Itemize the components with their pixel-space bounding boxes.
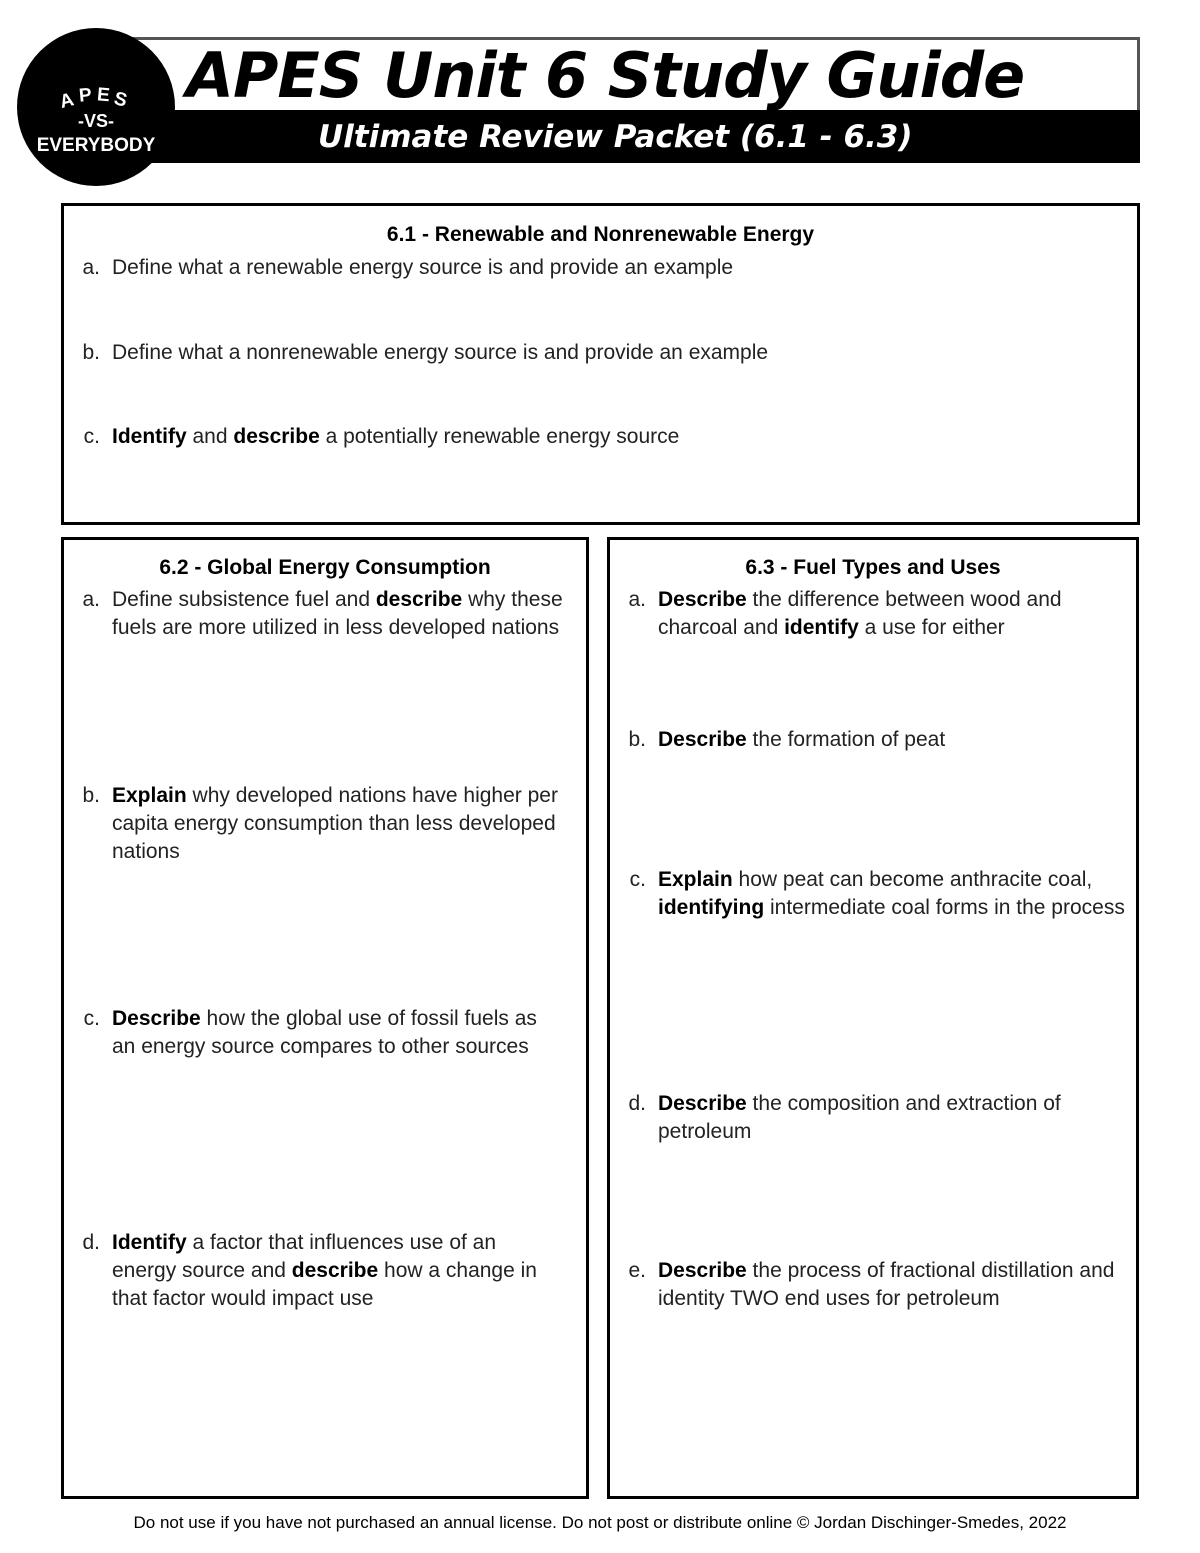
question-text-part: Define what a renewable energy source is and provide an example (112, 256, 734, 279)
question-text (658, 1257, 1125, 1313)
question-6-1-b (74, 339, 1124, 367)
license-footer: Do not use if you have not purchased an annual license. Do not post or distribute online © Jordan Dischinger-Smedes, 2022 (133, 1513, 1067, 1532)
question-label: d. (628, 1092, 646, 1115)
question-text (112, 254, 1124, 282)
emphasis-keyword: Describe (658, 588, 747, 611)
logo-apes-text (17, 84, 175, 113)
question-6-3-b (620, 726, 1125, 754)
apes-vs-everybody-logo (17, 28, 175, 186)
question-text-part: the formation of peat (746, 728, 946, 751)
question-text (112, 339, 1124, 367)
emphasis-keyword: identifying (658, 896, 765, 919)
question-text-part: Define subsistence fuel and (112, 588, 376, 611)
question-text (658, 866, 1125, 922)
question-label: b. (82, 784, 100, 807)
emphasis-keyword: Explain (658, 868, 733, 891)
question-text (112, 586, 566, 642)
logo-letter: A (57, 88, 81, 113)
question-6-2-b (74, 782, 566, 866)
question-6-1-c (74, 423, 1124, 451)
emphasis-keyword: identify (784, 616, 859, 639)
logo-letter: E (95, 84, 116, 107)
emphasis-keyword: describe (375, 588, 463, 611)
section-title: 6.3 - Fuel Types and Uses (745, 556, 1001, 579)
emphasis-keyword: Describe (658, 728, 747, 751)
question-label: d. (82, 1231, 100, 1254)
question-text (112, 423, 1124, 451)
emphasis-keyword: Identify (112, 1231, 187, 1254)
question-text (112, 782, 566, 866)
question-label: a. (628, 588, 646, 611)
question-text-part: how a change in that factor would impact use (112, 1259, 537, 1310)
question-text-part: the composition and extraction of petroleum (658, 1092, 1061, 1143)
question-label: e. (628, 1259, 646, 1282)
page-subtitle: Ultimate Review Packet (6.1 - 6.3) (318, 119, 913, 155)
question-text-part: the difference between wood and charcoal and (658, 588, 1062, 639)
emphasis-keyword: Describe (658, 1092, 747, 1115)
question-6-2-c (74, 1005, 566, 1061)
question-6-3-e (620, 1257, 1125, 1313)
logo-vs-text: -VS- (78, 111, 114, 131)
question-text-part: and (186, 425, 234, 448)
page-title: APES Unit 6 Study Guide (186, 39, 1025, 112)
question-text (658, 586, 1125, 642)
question-label: b. (82, 341, 100, 364)
section-title: 6.1 - Renewable and Nonrenewable Energy (386, 223, 815, 246)
emphasis-keyword: describe (233, 425, 320, 448)
section-6-1-box (61, 203, 1140, 525)
question-6-3-d (620, 1090, 1125, 1146)
emphasis-keyword: Describe (658, 1259, 747, 1282)
question-text-part: a use for either (858, 616, 1005, 639)
emphasis-keyword: Explain (112, 784, 187, 807)
emphasis-keyword: Identify (112, 425, 187, 448)
question-text (658, 1090, 1125, 1146)
question-text-part: how peat can become anthracite coal, (732, 868, 1093, 891)
section-title: 6.2 - Global Energy Consumption (159, 556, 491, 579)
question-text-part: the process of fractional distillation and identity TWO end uses for petroleum (658, 1259, 1115, 1310)
question-text-part: intermediate coal forms in the process (764, 896, 1125, 919)
question-6-3-c (620, 866, 1125, 922)
question-label: a. (82, 588, 100, 611)
question-text-part: a factor that influences use of an energy source and (112, 1231, 497, 1282)
question-6-3-a (620, 586, 1125, 642)
section-6-2-box (61, 537, 589, 1499)
question-text (112, 1229, 566, 1313)
question-text (112, 1005, 566, 1061)
question-text-part: why these fuels are more utilized in less developed nations (112, 588, 563, 639)
question-text-part: why developed nations have higher per capita energy consumption than less developed nations (112, 784, 558, 863)
logo-letter: S (112, 88, 135, 113)
section-6-3-box (607, 537, 1139, 1499)
question-label: c. (629, 868, 646, 891)
question-text-part: how the global use of fossil fuels as an energy source compares to other sources (112, 1007, 537, 1058)
question-6-2-d (74, 1229, 566, 1313)
question-text-part: Define what a nonrenewable energy source is and provide an example (112, 341, 769, 364)
question-label: c. (83, 1007, 100, 1030)
question-text (658, 726, 1125, 754)
question-6-2-a (74, 586, 566, 642)
question-label: c. (83, 425, 100, 448)
emphasis-keyword: Describe (112, 1007, 201, 1030)
question-text-part: a potentially renewable energy source (319, 425, 680, 448)
logo-everybody-text: EVERYBODY (36, 135, 156, 156)
question-label: a. (82, 256, 100, 279)
question-label: b. (628, 728, 646, 751)
question-6-1-a (74, 254, 1124, 282)
emphasis-keyword: describe (291, 1259, 379, 1282)
logo-letter: P (77, 84, 98, 107)
